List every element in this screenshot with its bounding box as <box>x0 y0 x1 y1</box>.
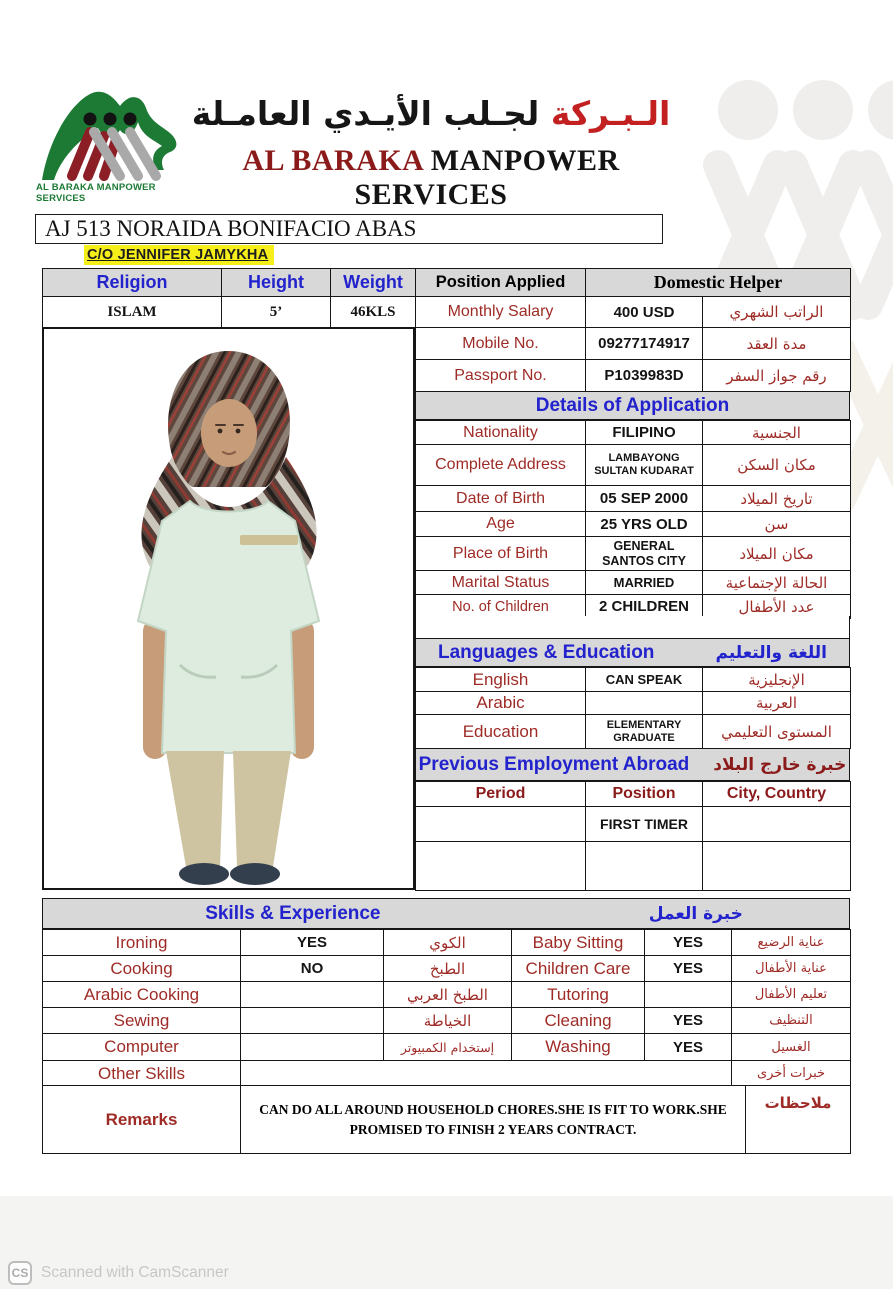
tutoring-label: Tutoring <box>512 982 645 1008</box>
mobile-value: 09277174917 <box>586 328 703 360</box>
skills-table <box>42 929 851 1087</box>
cleaning-value: YES <box>645 1008 732 1034</box>
marital-label: Marital Status <box>416 571 586 595</box>
weight-value: 46KLS <box>331 297 416 328</box>
arabiccooking-value <box>241 982 384 1008</box>
passport-arabic: رقم جواز السفر <box>703 360 851 392</box>
employment-table <box>415 781 851 891</box>
languages-section-bar <box>415 638 850 667</box>
applicant-photo-illustration <box>44 329 413 888</box>
company-name-latin <box>186 144 676 212</box>
company-name-latin-black: MANPOWER SERVICES <box>354 144 620 211</box>
religion-value: ISLAM <box>43 297 222 328</box>
sewing-label: Sewing <box>43 1008 241 1034</box>
arabic-arabic: العربية <box>703 692 851 715</box>
arabiccooking-arabic: الطبخ العربي <box>384 982 512 1008</box>
arabic-value <box>586 692 703 715</box>
camscanner-footer <box>8 1261 229 1285</box>
company-name-arabic-black: لجـلب الأيـدي العامـلة <box>191 94 540 133</box>
city-header: City, Country <box>703 782 851 807</box>
camscanner-icon: CS <box>8 1261 32 1285</box>
languages-title-arabic: اللغة والتعليم <box>715 642 827 663</box>
age-label: Age <box>416 512 586 537</box>
english-label: English <box>416 668 586 692</box>
candidate-name: AJ 513 NORAIDA BONIFACIO ABAS <box>45 216 417 241</box>
monthly-salary-label: Monthly Salary <box>416 297 586 328</box>
ironing-arabic: الكوي <box>384 930 512 956</box>
computer-arabic: إستخدام الكمبيوتر <box>384 1034 512 1061</box>
logo-caption: AL BARAKA MANPOWER SERVICES <box>36 182 156 204</box>
cooking-value: NO <box>241 956 384 982</box>
position-applied-label: Position Applied <box>416 269 586 297</box>
dob-label: Date of Birth <box>416 486 586 512</box>
nationality-value: FILIPINO <box>586 421 703 445</box>
contact-table <box>415 327 851 392</box>
washing-label: Washing <box>512 1034 645 1061</box>
sewing-arabic: الخياطة <box>384 1008 512 1034</box>
otherskills-value <box>241 1061 732 1087</box>
age-value: 25 YRS OLD <box>586 512 703 537</box>
babysitting-arabic: عناية الرضيع <box>732 930 851 956</box>
employment-city-1 <box>703 807 851 842</box>
washing-value: YES <box>645 1034 732 1061</box>
top-summary-table <box>42 268 851 328</box>
care-of-line: C/O JENNIFER JAMYKHA <box>84 245 274 265</box>
computer-value <box>241 1034 384 1061</box>
company-name-arabic <box>186 94 676 133</box>
skills-title-arabic: خبرة العمل <box>648 903 743 924</box>
passport-label: Passport No. <box>416 360 586 392</box>
mobile-arabic: مدة العقد <box>703 328 851 360</box>
address-arabic: مكان السكن <box>703 445 851 486</box>
employment-section-bar <box>415 748 850 781</box>
applicant-photo <box>42 327 415 890</box>
details-title: Details of Application <box>535 394 730 416</box>
employment-period-1 <box>416 807 586 842</box>
arabic-label: Arabic <box>416 692 586 715</box>
age-arabic: سن <box>703 512 851 537</box>
english-value: CAN SPEAK <box>586 668 703 692</box>
remarks-text: CAN DO ALL AROUND HOUSEHOLD CHORES.SHE IS FIT TO WORK.SHE PROMISED TO FINISH 2 YEARS CONTRACT. <box>241 1086 746 1154</box>
table-gap <box>415 616 850 638</box>
monthly-salary-arabic: الراتب الشهري <box>703 297 851 328</box>
passport-value: P1039983D <box>586 360 703 392</box>
children-value: 2 CHILDREN <box>586 595 703 619</box>
arabiccooking-label: Arabic Cooking <box>43 982 241 1008</box>
employment-title: Previous Employment Abroad <box>418 753 690 775</box>
candidate-name-box <box>35 214 663 244</box>
childrencare-arabic: عناية الأطفال <box>732 956 851 982</box>
remarks-arabic: ملاحظات <box>746 1086 851 1154</box>
otherskills-arabic: خبرات أخرى <box>732 1061 851 1087</box>
nationality-arabic: الجنسية <box>703 421 851 445</box>
education-label: Education <box>416 715 586 749</box>
babysitting-value: YES <box>645 930 732 956</box>
computer-label: Computer <box>43 1034 241 1061</box>
marital-value: MARRIED <box>586 571 703 595</box>
employment-city-2 <box>703 842 851 891</box>
religion-header: Religion <box>43 269 222 297</box>
languages-table <box>415 667 851 749</box>
cleaning-arabic: التنظيف <box>732 1008 851 1034</box>
cooking-arabic: الطبخ <box>384 956 512 982</box>
cooking-label: Cooking <box>43 956 241 982</box>
pob-label: Place of Birth <box>416 537 586 571</box>
camscanner-text: Scanned with CamScanner <box>41 1264 229 1281</box>
marital-arabic: الحالة الإجتماعية <box>703 571 851 595</box>
tutoring-arabic: تعليم الأطفال <box>732 982 851 1008</box>
otherskills-label: Other Skills <box>43 1061 241 1087</box>
employment-position-1: FIRST TIMER <box>586 807 703 842</box>
employment-period-2 <box>416 842 586 891</box>
childrencare-label: Children Care <box>512 956 645 982</box>
weight-header: Weight <box>331 269 416 297</box>
address-label: Complete Address <box>416 445 586 486</box>
pob-arabic: مكان الميلاد <box>703 537 851 571</box>
pob-value: GENERAL SANTOS CITY <box>586 537 703 571</box>
employment-title-arabic: خبرة خارج البلاد <box>713 754 847 775</box>
skills-section-bar <box>42 898 850 929</box>
cleaning-label: Cleaning <box>512 1008 645 1034</box>
languages-title: Languages & Education <box>438 641 655 663</box>
monthly-salary-value: 400 USD <box>586 297 703 328</box>
company-name-latin-red: AL BARAKA <box>242 144 423 177</box>
address-value: LAMBAYONG SULTAN KUDARAT <box>586 445 703 486</box>
mobile-label: Mobile No. <box>416 328 586 360</box>
remarks-table <box>42 1085 851 1154</box>
ironing-label: Ironing <box>43 930 241 956</box>
skills-title: Skills & Experience <box>205 902 381 924</box>
childrencare-value: YES <box>645 956 732 982</box>
children-arabic: عدد الأطفال <box>703 595 851 619</box>
education-arabic: المستوى التعليمي <box>703 715 851 749</box>
dob-value: 05 SEP 2000 <box>586 486 703 512</box>
education-value: ELEMENTARY GRADUATE <box>586 715 703 749</box>
al-baraka-logo-icon <box>38 88 186 188</box>
height-header: Height <box>222 269 331 297</box>
nationality-label: Nationality <box>416 421 586 445</box>
ironing-value: YES <box>241 930 384 956</box>
children-label: No. of Children <box>416 595 586 619</box>
period-header: Period <box>416 782 586 807</box>
details-table <box>415 420 851 619</box>
sewing-value <box>241 1008 384 1034</box>
employment-position-2 <box>586 842 703 891</box>
height-value: 5’ <box>222 297 331 328</box>
company-name-arabic-red: الـبـركة <box>550 94 671 133</box>
tutoring-value <box>645 982 732 1008</box>
position-header: Position <box>586 782 703 807</box>
english-arabic: الإنجليزية <box>703 668 851 692</box>
dob-arabic: تاريخ الميلاد <box>703 486 851 512</box>
babysitting-label: Baby Sitting <box>512 930 645 956</box>
remarks-label: Remarks <box>43 1086 241 1154</box>
washing-arabic: الغسيل <box>732 1034 851 1061</box>
details-section-bar <box>415 391 850 420</box>
position-applied-value: Domestic Helper <box>586 269 851 297</box>
